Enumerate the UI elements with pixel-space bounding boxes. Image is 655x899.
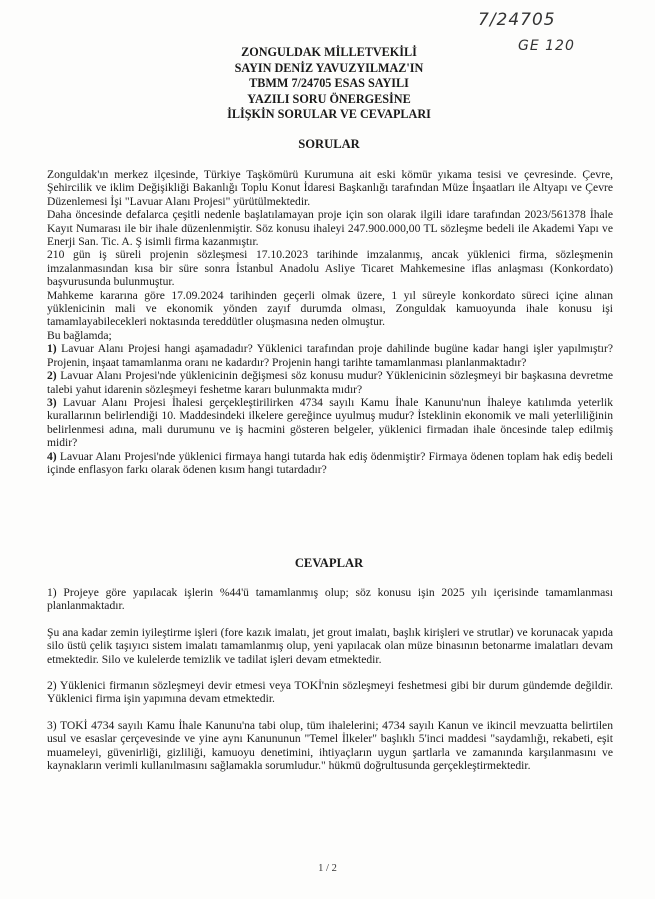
handwritten-reference-number: 7/24705 — [478, 10, 556, 30]
handwritten-note: GE 120 — [518, 38, 575, 54]
page-number: 1 / 2 — [318, 863, 337, 874]
question-number: 2) — [47, 369, 57, 383]
answer-item — [47, 586, 613, 613]
question-item — [47, 342, 613, 369]
question-text: Lavuar Alanı Projesi hangi aşamadadır? Yüklenici tarafından proje dahilinde bugüne kadar hangi işler yapılmıştır? Projenin, inşaat tamamlanma oranı ne kadardır? Projenin hangi tarihte tamamlanması planlanmaktadır? — [47, 342, 613, 369]
question-text: Lavuar Alanı Projesi'nde yüklenicinin değişmesi söz konusu mudur? Yüklenicinin sözleşmeyi bir başkasına devretme talebi yahut idarenin sözleşmeyi feshetme kararı bulunmakta mıdır? — [47, 369, 614, 396]
question-number: 4) — [47, 449, 57, 463]
intro-paragraph: Daha öncesinde defalarca çeşitli nedenle başlatılamayan proje için son olarak ilgili idare tarafından 2023/561378 İhale Kayıt Numarası ile bir ihale düzenlenmiştir. Söz konusu ihaleyi 247.900.000,00 TL sözleşme bedeli ile Akademi Yapı ve Enerji San. Tic. A. Ş isimli firma kazanmıştır. — [47, 208, 613, 249]
answers-section — [47, 586, 613, 772]
header-line: ZONGULDAK MİLLETVEKİLİ — [241, 45, 417, 59]
document-header — [60, 45, 598, 123]
question-number: 3) — [47, 395, 57, 409]
answer-text: Şu ana kadar zemin iyileştirme işleri (fore kazık imalatı, jet grout imalatı, başlık kirişleri ve strutlar) ve korunacak yapıda silo üstü çelik taşıyıcı sistem imalatı tamamlanmış olup, yeni yapılacak olan müze binasının betonarme imalatları devam etmektedir. Silo ve kulelerde temizlik ve tadilat işleri devam etmektedir. — [47, 625, 613, 666]
question-item — [47, 396, 613, 450]
header-line: YAZILI SORU ÖNERGESİNE — [247, 91, 411, 106]
questions-title: SORULAR — [298, 137, 360, 151]
answers-title: CEVAPLAR — [294, 556, 364, 570]
question-text: Lavuar Alanı Projesi'nde yüklenici firmaya hangi tutarda hak ediş ödenmiştir? Firmaya ödenen toplam hak ediş bedeli içinde enflasyon farkı olarak ödenen kısım hangi tutardadır? — [47, 449, 613, 476]
answer-text: TOKİ 4734 sayılı Kamu İhale Kanunu'na tabi olup, tüm ihalelerini; 4734 sayılı Kanun ve ikincil mevzuatta belirtilen usul ve esaslar çerçevesinde ve yine aynı Kanununun "Temel İlkeler" başlıklı 5'inci maddesi "saydamlığı, rekabeti, eşit muameleyi, güvenirliği, gizliliği, kamuoyu denetimini, ihtiyaçların uygun şartlarla ve zamanında karşılanmasını ve kaynakların verimli kullanılmasını sağlamakla sorumludur." hükmü doğrultusunda gerçekleştirmektedir. — [47, 718, 613, 773]
header-line: İLİŞKİN SORULAR VE CEVAPLARI — [227, 107, 431, 121]
intro-paragraph: Mahkeme kararına göre 17.09.2024 tarihinden geçerli olmak üzere, 1 yıl süreyle konkordato süreci içine alınan yüklenicinin mali ve ekonomik yönden zayıf durumda olması, Zonguldak kamuoyunda ihale konusu işi tamamlayabilecekleri noktasında tereddütler oluşmasına neden olmuştur. — [47, 288, 613, 329]
question-number: 1) — [47, 342, 57, 356]
question-item — [47, 369, 613, 396]
answer-number: 3) — [47, 718, 57, 732]
questions-section — [47, 168, 613, 476]
answer-item — [47, 679, 613, 706]
header-line: TBMM 7/24705 ESAS SAYILI — [249, 76, 409, 90]
question-item — [47, 450, 613, 477]
intro-paragraph: Zonguldak'ın merkez ilçesinde, Türkiye Taşkömürü Kurumuna ait eski kömür yıkama tesisi ve çevresinde. Çevre, Şehircilik ve iklim Değişikliği Bakanlığı Toplu Konut İdaresi Başkanlığı tarafından Müze İnşaatları ile Altyapı ve Çevre Düzenlemesi İşi "Lavuar Alanı Projesi" yürütülmektedir. — [47, 168, 613, 208]
answer-item — [47, 626, 613, 666]
question-text: Lavuar Alanı Projesi İhalesi gerçekleştirilirken 4734 sayılı Kamu İhale Kanunu'nun İhaleye katılımda yeterlik kurallarının belirlendiği 10. Maddesindeki ilkelere gereğince uyulmuş mudur? İsteklinin ekonomik ve mali yeterliliğinin belirlenmesi adına, mali durumunu ve iş hacmini gösteren belgeler, yüklenici firmadan ihale öncesinde talep edilmiş midir? — [47, 395, 613, 450]
answer-item — [47, 719, 613, 773]
answer-text: Projeye göre yapılacak işlerin %44'ü tamamlanmış olup; söz konusu işin 2025 yılı içerisinde tamamlanması planlanmaktadır. — [47, 586, 613, 613]
answer-text: Yüklenici firmanın sözleşmeyi devir etmesi veya TOKİ'nin sözleşmeyi feshetmesi gibi bir durum gündemde değildir. Yüklenici firma işin yapımına devam etmektedir. — [47, 679, 614, 706]
intro-paragraph: 210 gün iş süreli projenin sözleşmesi 17.10.2023 tarihinde imzalanmış, ancak yüklenici firma, sözleşmenin imzalanmasından kısa bir süre sonra İstanbul Anadolu Asliye Ticaret Mahkemesine iflas anlaşması (Konkordato) başvurusunda bulunmuştur. — [47, 248, 613, 289]
answer-number: 1) — [47, 586, 57, 599]
header-line: SAYIN DENİZ YAVUZYILMAZ'IN — [234, 60, 424, 75]
answer-number: 2) — [47, 679, 57, 693]
intro-paragraph: Bu bağlamda; — [47, 328, 112, 342]
